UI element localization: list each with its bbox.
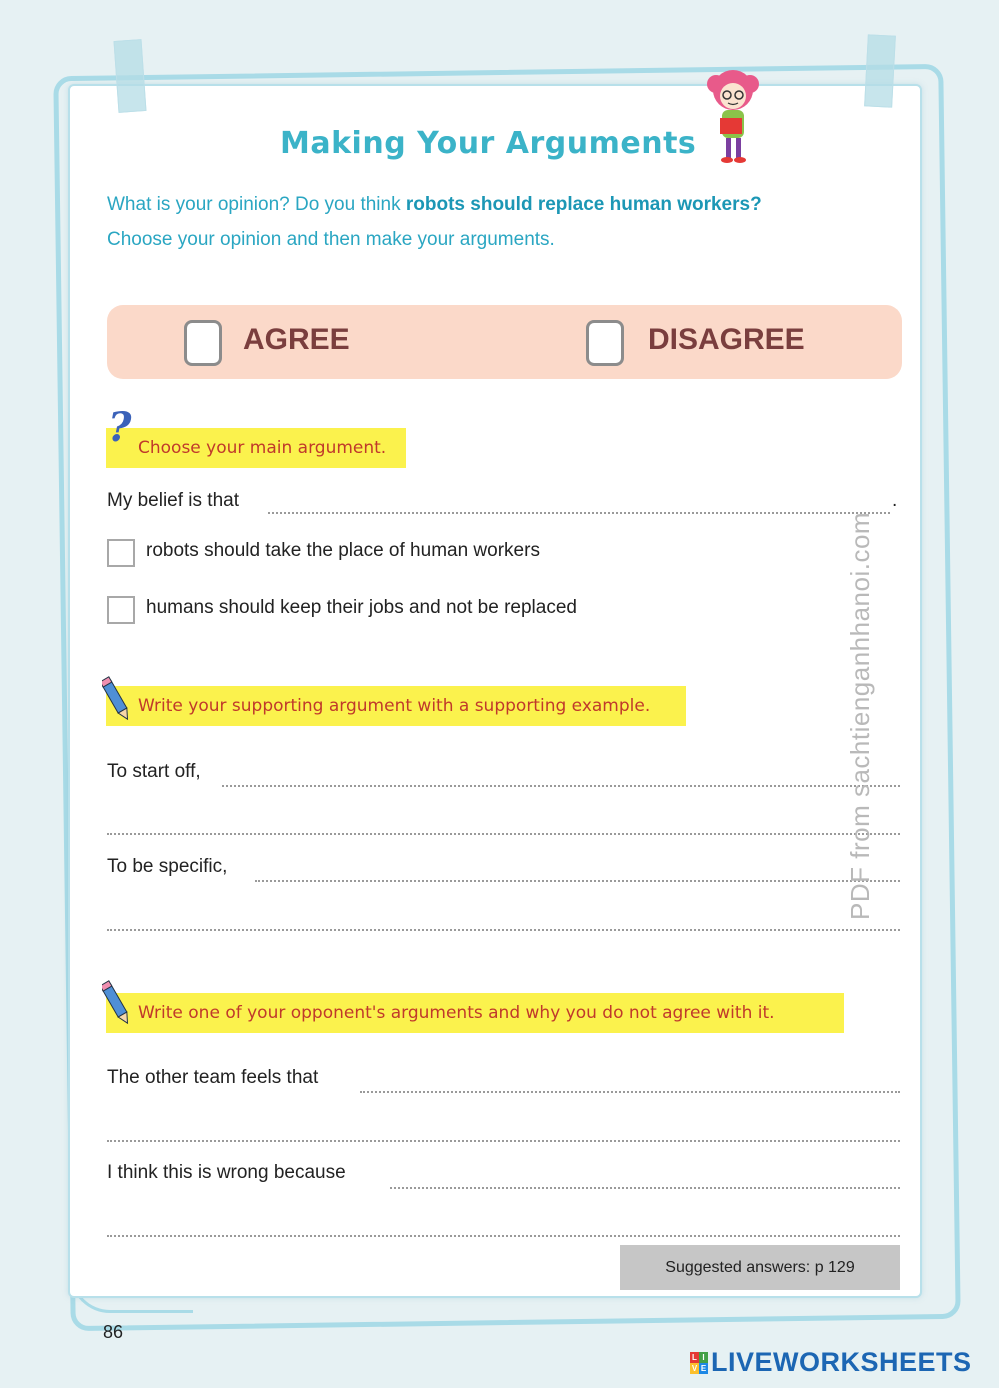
girl-reading-icon — [698, 68, 768, 168]
option-robots-label: robots should take the place of human workers — [146, 540, 540, 561]
intro-question-text: What is your opinion? Do you think — [107, 194, 406, 215]
specific-answer-line[interactable] — [255, 880, 900, 882]
option-robots-checkbox[interactable] — [107, 539, 135, 567]
belief-label: My belief is that — [107, 490, 239, 511]
disagree-checkbox[interactable] — [586, 320, 624, 366]
specific-answer-line-2[interactable] — [107, 929, 900, 931]
page-title: Making Your Arguments — [280, 126, 697, 161]
page-number: 86 — [103, 1322, 124, 1342]
logo-letter-v: V — [691, 1363, 698, 1373]
main-argument-heading — [106, 428, 406, 468]
tape-right — [864, 34, 896, 107]
start-off-answer-line-2[interactable] — [107, 833, 900, 835]
option-humans-label: humans should keep their jobs and not be replaced — [146, 597, 577, 618]
question-mark-icon: ? — [108, 404, 132, 451]
belief-end-period: . — [892, 490, 898, 511]
liveworksheets-logo-icon — [690, 1352, 708, 1374]
wrong-because-label: I think this is wrong because — [107, 1162, 346, 1183]
intro-question — [107, 194, 762, 216]
suggested-answers-box — [620, 1245, 900, 1290]
logo-letter-i: I — [699, 1352, 708, 1363]
logo-letter-e: E — [700, 1363, 707, 1373]
other-team-answer-line-2[interactable] — [107, 1140, 900, 1142]
watermark-text: PDF from sachtienganhhanoi.com — [845, 511, 875, 920]
wrong-because-answer-line[interactable] — [390, 1187, 900, 1189]
logo-letter-l: L — [690, 1352, 699, 1363]
other-team-label: The other team feels that — [107, 1067, 319, 1088]
belief-answer-line[interactable] — [268, 512, 890, 514]
supporting-argument-heading-text: Write your supporting argument with a supporting example. — [138, 696, 651, 716]
supporting-argument-heading — [106, 686, 686, 726]
agree-label: AGREE — [243, 323, 350, 356]
wrong-because-answer-line-2[interactable] — [107, 1235, 900, 1237]
specific-label: To be specific, — [107, 856, 228, 877]
other-team-answer-line[interactable] — [360, 1091, 900, 1093]
tape-left — [114, 39, 147, 113]
liveworksheets-logo-text: LIVEWORKSHEETS — [711, 1347, 972, 1377]
start-off-answer-line[interactable] — [222, 785, 900, 787]
start-off-label: To start off, — [107, 761, 201, 782]
pencil-icon — [102, 676, 132, 726]
opponent-argument-heading-text: Write one of your opponent's arguments and why you do not agree with it. — [138, 1003, 775, 1023]
pencil-icon-2 — [102, 980, 132, 1030]
liveworksheets-logo — [690, 1347, 972, 1378]
main-argument-heading-text: Choose your main argument. — [138, 438, 387, 458]
intro-question-emphasis: robots should replace human workers? — [405, 194, 762, 215]
intro-instruction: Choose your opinion and then make your arguments. — [107, 229, 555, 250]
option-humans-checkbox[interactable] — [107, 596, 135, 624]
opponent-argument-heading — [106, 993, 844, 1033]
agree-checkbox[interactable] — [184, 320, 222, 366]
suggested-answers-text: Suggested answers: p 129 — [665, 1258, 855, 1276]
disagree-label: DISAGREE — [648, 323, 805, 356]
